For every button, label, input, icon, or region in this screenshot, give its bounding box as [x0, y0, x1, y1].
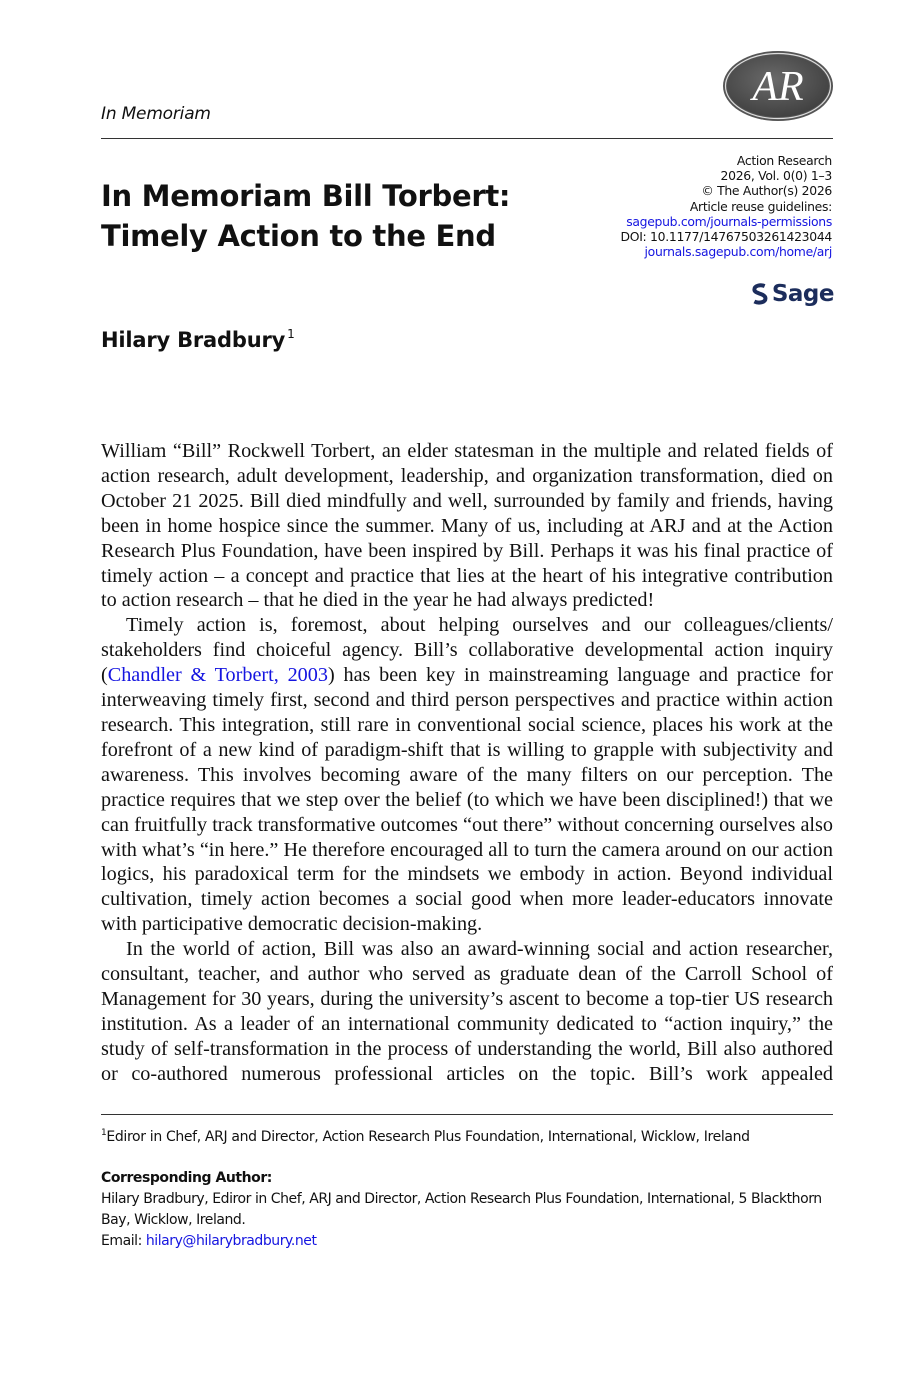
- journal-name: Action Research: [736, 153, 832, 168]
- paragraph-3: In the world of action, Bill was also an award-winning social and action researcher, consultant, teacher, and author who served as graduate dean of the Carroll School of Management for 30 years, during the university’s ascent to become a top-tier US research institution. As a leader of an international community dedicated to “action inquiry,” the study of self-transformation in the process of understanding the world, Bill also authored or co-authored numerous professional articles on the topic. Bill’s work appealed: [101, 938, 833, 1085]
- affiliation-footnote: [101, 1128, 750, 1145]
- paragraph-1: William “Bill” Rockwell Torbert, an elder statesman in the multiple and related fields of action research, adult development, leadership, and organization transformation, died on October 21 2025. Bill died mindfully and well, surrounded by family and friends, having been in home hospice since the summer. Many of us, including at ARJ and at the Action Research Plus Foundation, have been inspired by Bill. Perhaps it was his final practice of timely action – a concept and practice that lies at the heart of his integrative contribution to action research – that he died in the year he had always predicted!: [101, 440, 833, 612]
- article-title: [101, 176, 510, 256]
- section-label: In Memoriam: [101, 104, 211, 124]
- corr-address: Hilary Bradbury, Ediror in Chef, ARJ and Director, Action Research Plus Foundation, International, 5 Blackthorn Bay, Wicklow, Ireland.: [101, 1191, 822, 1228]
- publisher-name: Sage: [771, 281, 834, 307]
- corr-header: Corresponding Author:: [101, 1170, 272, 1186]
- header-divider: [101, 138, 833, 139]
- sage-s-icon: [752, 281, 768, 307]
- reuse-label: Article reuse guidelines:: [689, 198, 832, 214]
- paragraph-2-start: Timely action is, foremost, about helping ourselves and our colleagues/clients/ stakeholders find choiceful agency. Bill’s collaborative developmental action inquiry (: [101, 614, 833, 687]
- affil-text: Ediror in Chef, ARJ and Director, Action Research Plus Foundation, International, Wicklow, Ireland: [106, 1129, 750, 1145]
- journal-logo-icon: [722, 50, 834, 122]
- copyright: © The Author(s) 2026: [701, 183, 832, 199]
- article-body: [101, 439, 833, 1087]
- publisher-logo: [752, 279, 834, 309]
- volume-info: 2026, Vol. 0(0) 1–3: [720, 168, 832, 184]
- author-name: [101, 327, 295, 352]
- email-label: Email:: [101, 1233, 146, 1249]
- author-affil-marker: 1: [287, 327, 295, 341]
- reuse-link[interactable]: sagepub.com/journals-permissions: [626, 213, 832, 229]
- doi: DOI: 10.1177/14767503261423044: [620, 229, 832, 245]
- affil-marker: 1: [101, 1128, 107, 1138]
- title-line-2: Timely Action to the End: [101, 219, 496, 253]
- paragraph-2-rest: ) has been key in mainstreaming language and practice for interweaving timely first, second and third person perspectives and practice within action research. This integration, still rare in conventional social science, places his work at the forefront of a new kind of paradigm-shift that is willing to grapple with subjectivity and awareness. This involves becoming aware of the many filters on our perception. The practice requires that we step over the belief (to which we have been disciplined!) that we can fruitfully track transformative outcomes “out there” without concerning ourselves also with what’s “in here.” He therefore encouraged all to turn the camera around on our action logics, his paradoxical term for the mindsets we embody in action. Beyond individual cultivation, timely action becomes a social good when more leader-educators innovate with participative democratic decision-making.: [101, 664, 833, 936]
- footnote-divider: [101, 1114, 833, 1115]
- paragraph-2: [101, 613, 833, 937]
- citation-link[interactable]: Chandler & Torbert, 2003: [107, 664, 328, 687]
- author-name-text: Hilary Bradbury: [101, 328, 286, 352]
- logo-text: AR: [752, 64, 804, 110]
- email-link[interactable]: hilary@hilarybradbury.net: [145, 1233, 317, 1249]
- article-meta: [621, 153, 833, 259]
- corresponding-author: [101, 1168, 841, 1252]
- title-line-1: In Memoriam Bill Torbert:: [101, 179, 511, 213]
- journal-home-link[interactable]: journals.sagepub.com/home/arj: [644, 244, 832, 260]
